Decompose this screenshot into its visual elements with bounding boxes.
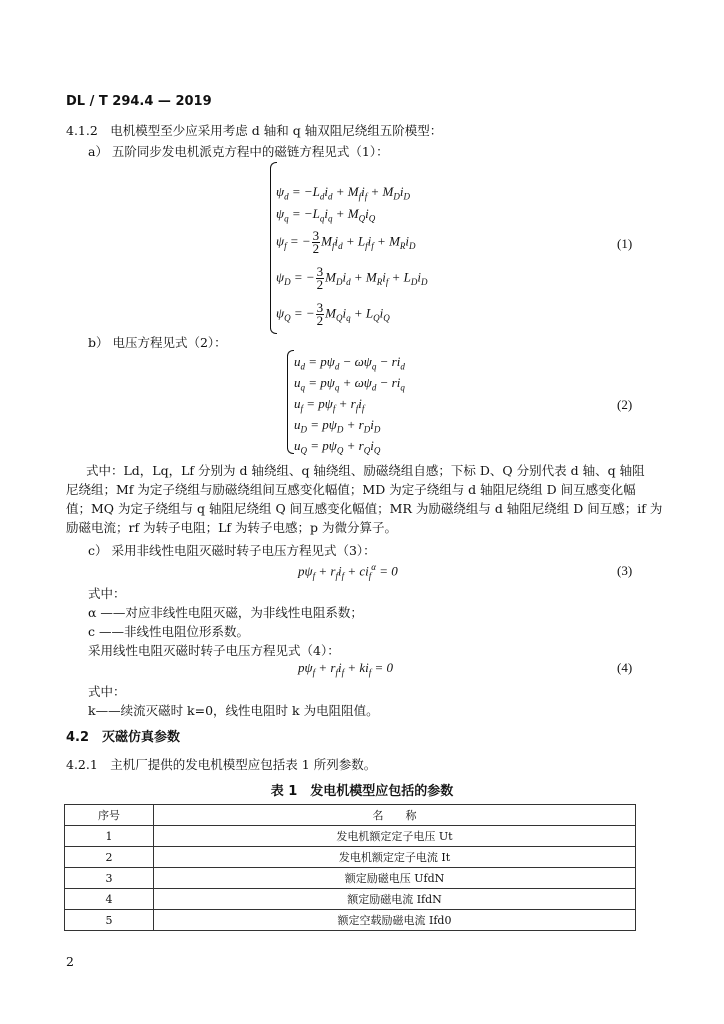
section-4-2-heading: 4.2 灭磁仿真参数 — [66, 730, 181, 745]
table-row — [65, 826, 636, 847]
table-row — [65, 847, 636, 868]
item-b-text: b） 电压方程见式（2）： — [88, 335, 227, 350]
row-name-cell: 额定励磁电流 IfdN — [154, 889, 636, 910]
eq1-psi-q: $\psi_q = -L_qi_q + M_Qi_Q$ — [276, 206, 376, 224]
equation-1 — [276, 164, 556, 334]
table-body — [65, 826, 636, 931]
eq1-psi-Q: $\psi_Q$ = − $\frac{3}{2}$ $M_Qi_q + L_Qi_Q$ — [276, 300, 390, 328]
table-row — [65, 868, 636, 889]
linear-resistor-line: 采用线性电阻灭磁时转子电压方程见式（4）： — [88, 643, 340, 658]
equation-2-number: (2) — [617, 397, 633, 412]
explanation-line-2: 尼绕组；Mf 为定子绕组与励磁绕组间互感变化幅值；MD 为定子绕组与 d 轴阻尼绕组 D 间互感变化幅 — [66, 482, 636, 497]
eq1-psi-D: $\psi_D$ = − $\frac{3}{2}$ $M_Di_d + M_Ri_f + L_Di_D$ — [276, 264, 428, 292]
item-a-text: a） 五阶同步发电机派克方程中的磁链方程见式（1）： — [88, 144, 389, 159]
column-header-name: 名 称 — [154, 805, 636, 826]
explanation-line-4: 励磁电流；rf 为转子电阻；Lf 为转子电感；p 为微分算子。 — [66, 520, 397, 535]
table-row — [65, 910, 636, 931]
equation-3: $p\psi_f + r_fi_f + ci_f^\alpha = 0$ — [298, 562, 398, 581]
row-name-cell: 发电机额定定子电压 Ut — [154, 826, 636, 847]
where-label: 式中： — [88, 586, 126, 601]
explanation-paragraph — [66, 461, 666, 537]
eq2-u-D: $u_D = p\psi_D + r_Di_D$ — [294, 417, 381, 435]
section-4-1-2-heading: 4.1.2 电机模型至少应采用考虑 d 轴和 q 轴双阻尼绕组五阶模型： — [66, 123, 443, 138]
equation-2 — [294, 352, 494, 456]
c-definition: c ——非线性电阻位形系数。 — [88, 624, 249, 639]
section-4-2-1-text: 4.2.1 主机厂提供的发电机模型应包括表 1 所列参数。 — [66, 757, 377, 772]
eq2-u-d: $u_d = p\psi_d - \omega\psi_q - ri_d$ — [294, 354, 405, 372]
item-c-text: c） 采用非线性电阻灭磁时转子电压方程见式（3）： — [88, 543, 376, 558]
table-header-row — [65, 805, 636, 826]
parameters-table — [64, 804, 636, 931]
row-seq-cell: 5 — [65, 910, 154, 931]
eq2-u-Q: $u_Q = p\psi_Q + r_Qi_Q$ — [294, 438, 381, 456]
alpha-definition: α ——对应非线性电阻灭磁，为非线性电阻系数； — [88, 605, 363, 620]
row-seq-cell: 1 — [65, 826, 154, 847]
equation-4-number: (4) — [617, 660, 633, 675]
where-label-2: 式中： — [88, 684, 126, 699]
equation-1-number: (1) — [617, 236, 633, 251]
row-seq-cell: 4 — [65, 889, 154, 910]
row-name-cell: 额定空载励磁电流 Ifd0 — [154, 910, 636, 931]
explanation-line-3: 值；MQ 为定子绕组与 q 轴阻尼绕组 Q 间互感变化幅值；MR 为励磁绕组与 d 轴阻尼绕组 D 间互感；if 为 — [66, 501, 663, 516]
doc-id-header: DL / T 294.4 — 2019 — [66, 94, 212, 109]
row-seq-cell: 2 — [65, 847, 154, 868]
eq2-u-q: $u_q = p\psi_q + \omega\psi_d - ri_q$ — [294, 375, 405, 393]
table-row — [65, 889, 636, 910]
eq1-psi-d: $\psi_d = -L_di_d + M_fi_f + M_Di_D$ — [276, 184, 410, 202]
k-definition: k——续流灭磁时 k=0，线性电阻时 k 为电阻阻值。 — [88, 703, 379, 718]
eq2-u-f: $u_f = p\psi_f + r_fi_f$ — [294, 396, 365, 414]
explanation-line-1: 式中：Ld，Lq，Lf 分别为 d 轴绕组、q 轴绕组、励磁绕组自感；下标 D、Q 分别代表 d 轴、q 轴阻 — [86, 463, 645, 478]
eq1-psi-f: $\psi_f$ = − $\frac{3}{2}$ $M_fi_d + L_fi_f + M_Ri_D$ — [276, 228, 416, 256]
column-header-seq: 序号 — [65, 805, 154, 826]
page-number: 2 — [66, 954, 74, 969]
row-seq-cell: 3 — [65, 868, 154, 889]
row-name-cell: 发电机额定定子电流 It — [154, 847, 636, 868]
equation-4: $p\psi_f + r_fi_f + ki_f = 0$ — [298, 660, 394, 678]
equation-3-number: (3) — [617, 563, 633, 578]
row-name-cell: 额定励磁电压 UfdN — [154, 868, 636, 889]
table-1-caption: 表 1 发电机模型应包括的参数 — [270, 784, 454, 799]
